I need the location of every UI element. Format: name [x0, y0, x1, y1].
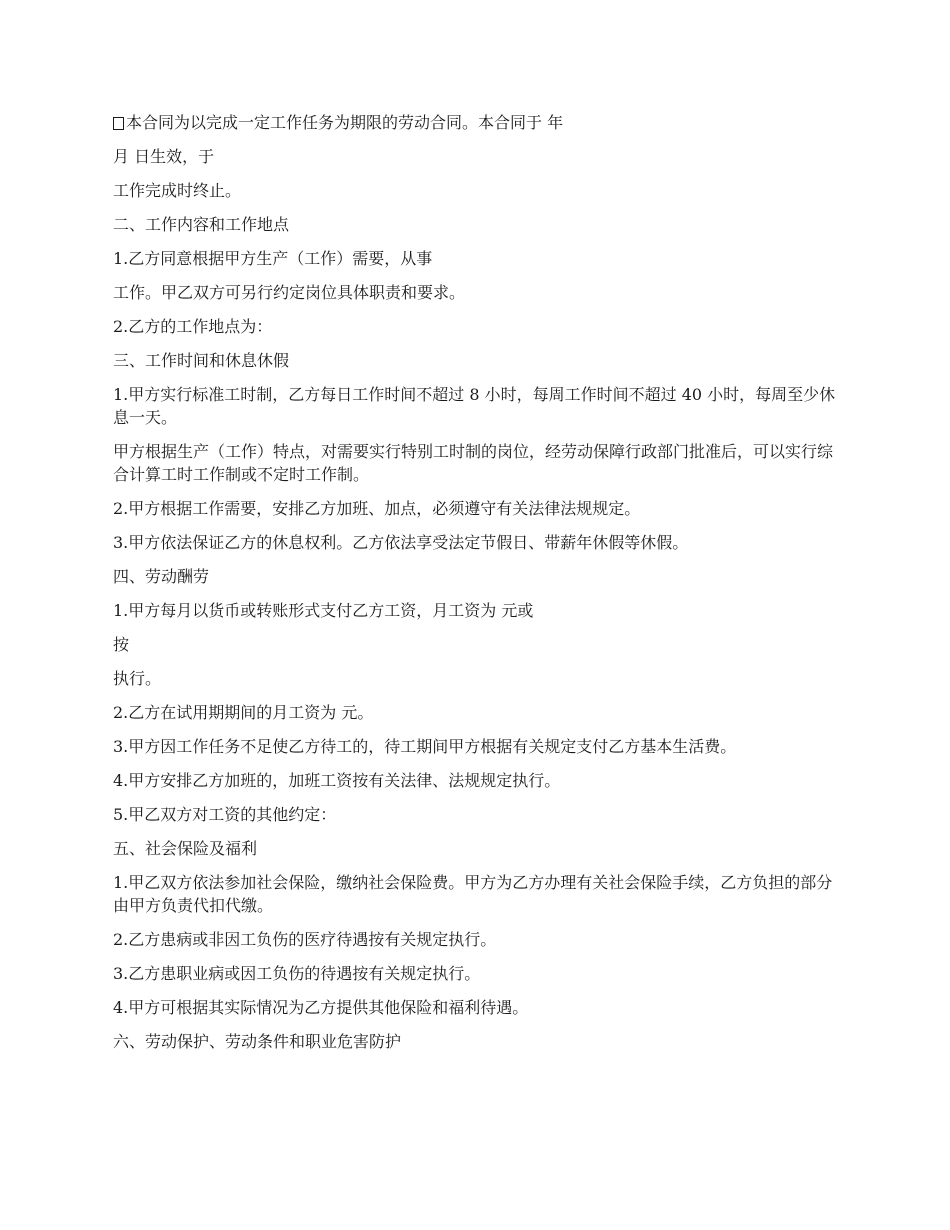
contract-term-text: 本合同为以完成一定工作任务为期限的劳动合同。本合同于 年 [126, 113, 564, 132]
paragraph: 3.甲方依法保证乙方的休息权利。乙方依法享受法定节假日、带薪年休假等休假。 [113, 533, 689, 552]
section-heading: 二、工作内容和工作地点 [113, 215, 290, 234]
paragraph: 1.甲乙双方依法参加社会保险，缴纳社会保险费。甲方为乙方办理有关社会保险手续，乙方负担的部分由甲方负责代扣代缴。 [113, 873, 833, 915]
paragraph: 工作完成时终止。 [113, 181, 242, 200]
paragraph: 4.甲方安排乙方加班的，加班工资按有关法律、法规规定执行。 [113, 771, 561, 790]
section-heading: 五、社会保险及福利 [113, 839, 258, 858]
paragraph: 1.甲方每月以货币或转账形式支付乙方工资，月工资为 元或 [113, 601, 534, 620]
paragraph: 4.甲方可根据其实际情况为乙方提供其他保险和福利待遇。 [113, 998, 529, 1017]
paragraph: 2.甲方根据工作需要，安排乙方加班、加点，必须遵守有关法律法规规定。 [113, 499, 641, 518]
paragraph: 月 日生效，于 [113, 147, 215, 166]
paragraph: 3.甲方因工作任务不足使乙方待工的，待工期间甲方根据有关规定支付乙方基本生活费。 [113, 737, 737, 756]
paragraph: 2.乙方的工作地点为： [113, 317, 273, 336]
paragraph: 甲方根据生产（工作）特点，对需要实行特别工时制的岗位，经劳动保障行政部门批准后，可以实行综合计算工时工作制或不定时工作制。 [113, 442, 834, 484]
paragraph: 5.甲乙双方对工资的其他约定： [113, 805, 337, 824]
paragraph: 2.乙方在试用期期间的月工资为 元。 [113, 703, 374, 722]
checkbox[interactable] [113, 117, 124, 130]
section-heading: 四、劳动酬劳 [113, 567, 210, 586]
paragraph: 执行。 [113, 669, 162, 688]
paragraph: 工作。甲乙双方可另行约定岗位具体职责和要求。 [113, 283, 466, 302]
paragraph: 1.甲方实行标准工时制，乙方每日工作时间不超过 8 小时，每周工作时间不超过 40 小时，每周至少休息一天。 [113, 385, 836, 427]
paragraph: 按 [113, 635, 130, 654]
paragraph: 3.乙方患职业病或因工负伤的待遇按有关规定执行。 [113, 964, 481, 983]
paragraph: 2.乙方患病或非因工负伤的医疗待遇按有关规定执行。 [113, 930, 497, 949]
section-heading: 三、工作时间和休息休假 [113, 351, 290, 370]
section-heading: 六、劳动保护、劳动条件和职业危害防护 [113, 1032, 402, 1051]
contract-term-checkbox-line [113, 111, 837, 134]
paragraph: 1.乙方同意根据甲方生产（工作）需要，从事 [113, 249, 433, 268]
document-page [113, 111, 837, 1064]
